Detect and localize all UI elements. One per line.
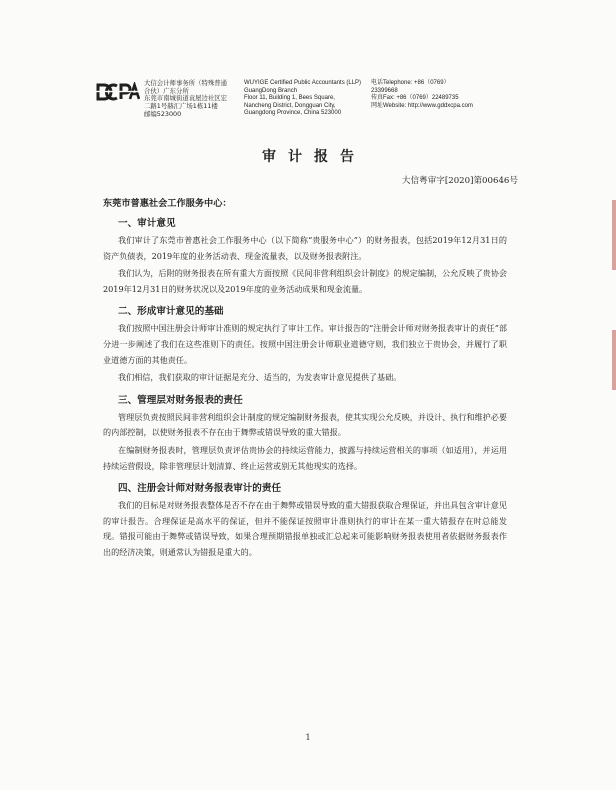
- firm-name-cn: 大信会计师事务所（特殊普通 合伙）广东分所 东莞市南城街道袁屋边社区宏 二路1号赫汇广场1栋11楼 邮编523000: [144, 79, 228, 118]
- document-title: 审计报告: [262, 149, 366, 165]
- firm-logo: [96, 82, 140, 102]
- report-reference-number: 大信粤审字[2020]第00646号: [401, 176, 518, 186]
- paragraph: 我们认为，后附的财务报表在所有重大方面按照《民间非营利组织会计制度》的规定编制，公允反映了贵协会2019年12月31日的财务状况以及2019年度的业务活动成果和现金流量。: [103, 268, 507, 294]
- section-heading: 三、管理层对财务报表的责任: [118, 394, 243, 406]
- firm-name-en: WUYIGE Certified Public Accountants (LLP) GuangDong Branch Floor 11, Building 1, Bees Square, Nancheng District, Dongguan City, Guangdong Province, China 523000: [244, 80, 362, 117]
- paragraph: 管理层负责按照民间非营利组织会计制度的规定编制财务报表，使其实现公允反映，并设计、执行和维护必要的内部控制，以使财务报表不存在由于舞弊或错误导致的重大错报。: [103, 411, 507, 438]
- paragraph: 我们的目标是对财务报表整体是否不存在由于舞弊或错误导致的重大错报获取合理保证，并出具包含审计意见的审计报告。合理保证是高水平的保证，但并不能保证按照审计准则执行的审计在某一重大错报存在时总能发现。错报可能由于舞弊或错误导致，如果合理预期错报单独或汇总起来可能影响财务报表使用者依据财务报表作出的经济决策，则通常认为错报是重大的。: [103, 500, 507, 557]
- paragraph: 我们审计了东莞市普惠社会工作服务中心（以下简称“贵服务中心”）的财务报表，包括2019年12月31日的资产负债表，2019年度的业务活动表、现金流量表，以及财务报表附注。: [103, 235, 507, 261]
- section-heading: 二、形成审计意见的基础: [118, 306, 224, 318]
- addressee: 东莞市普惠社会工作服务中心：: [103, 198, 232, 209]
- page-edge-stamp-mark: [612, 200, 616, 270]
- page-edge-stamp-mark: [612, 330, 616, 390]
- letterhead: [96, 80, 526, 130]
- report-body: [103, 195, 507, 563]
- page-number: 1: [305, 733, 311, 742]
- section-heading: 一、审计意见: [118, 218, 176, 229]
- paragraph: 我们按照中国注册会计师审计准则的规定执行了审计工作。审计报告的“注册会计师对财务报表审计的责任”部分进一步阐述了我们在这些准则下的责任。按照中国注册会计师职业道德守则，我们独立于贵协会，并履行了职业道德方面的其他责任。: [103, 323, 507, 365]
- firm-contact: 电话Telephone: +86（0769） 23399668 传真Fax: +86（0769）22489735 网址Website: http://www.gddxcpa.com: [371, 80, 473, 109]
- paragraph: 我们相信，我们获取的审计证据是充分、适当的，为发表审计意见提供了基础。: [118, 372, 402, 383]
- paragraph: 在编制财务报表时，管理层负责评估贵协会的持续运营能力，披露与持续运营相关的事项（如适用），并运用持续运营假设，除非管理层计划清算、终止运营或别无其他现实的选择。: [103, 444, 507, 471]
- section-heading: 四、注册会计师对财务报表审计的责任: [118, 483, 282, 495]
